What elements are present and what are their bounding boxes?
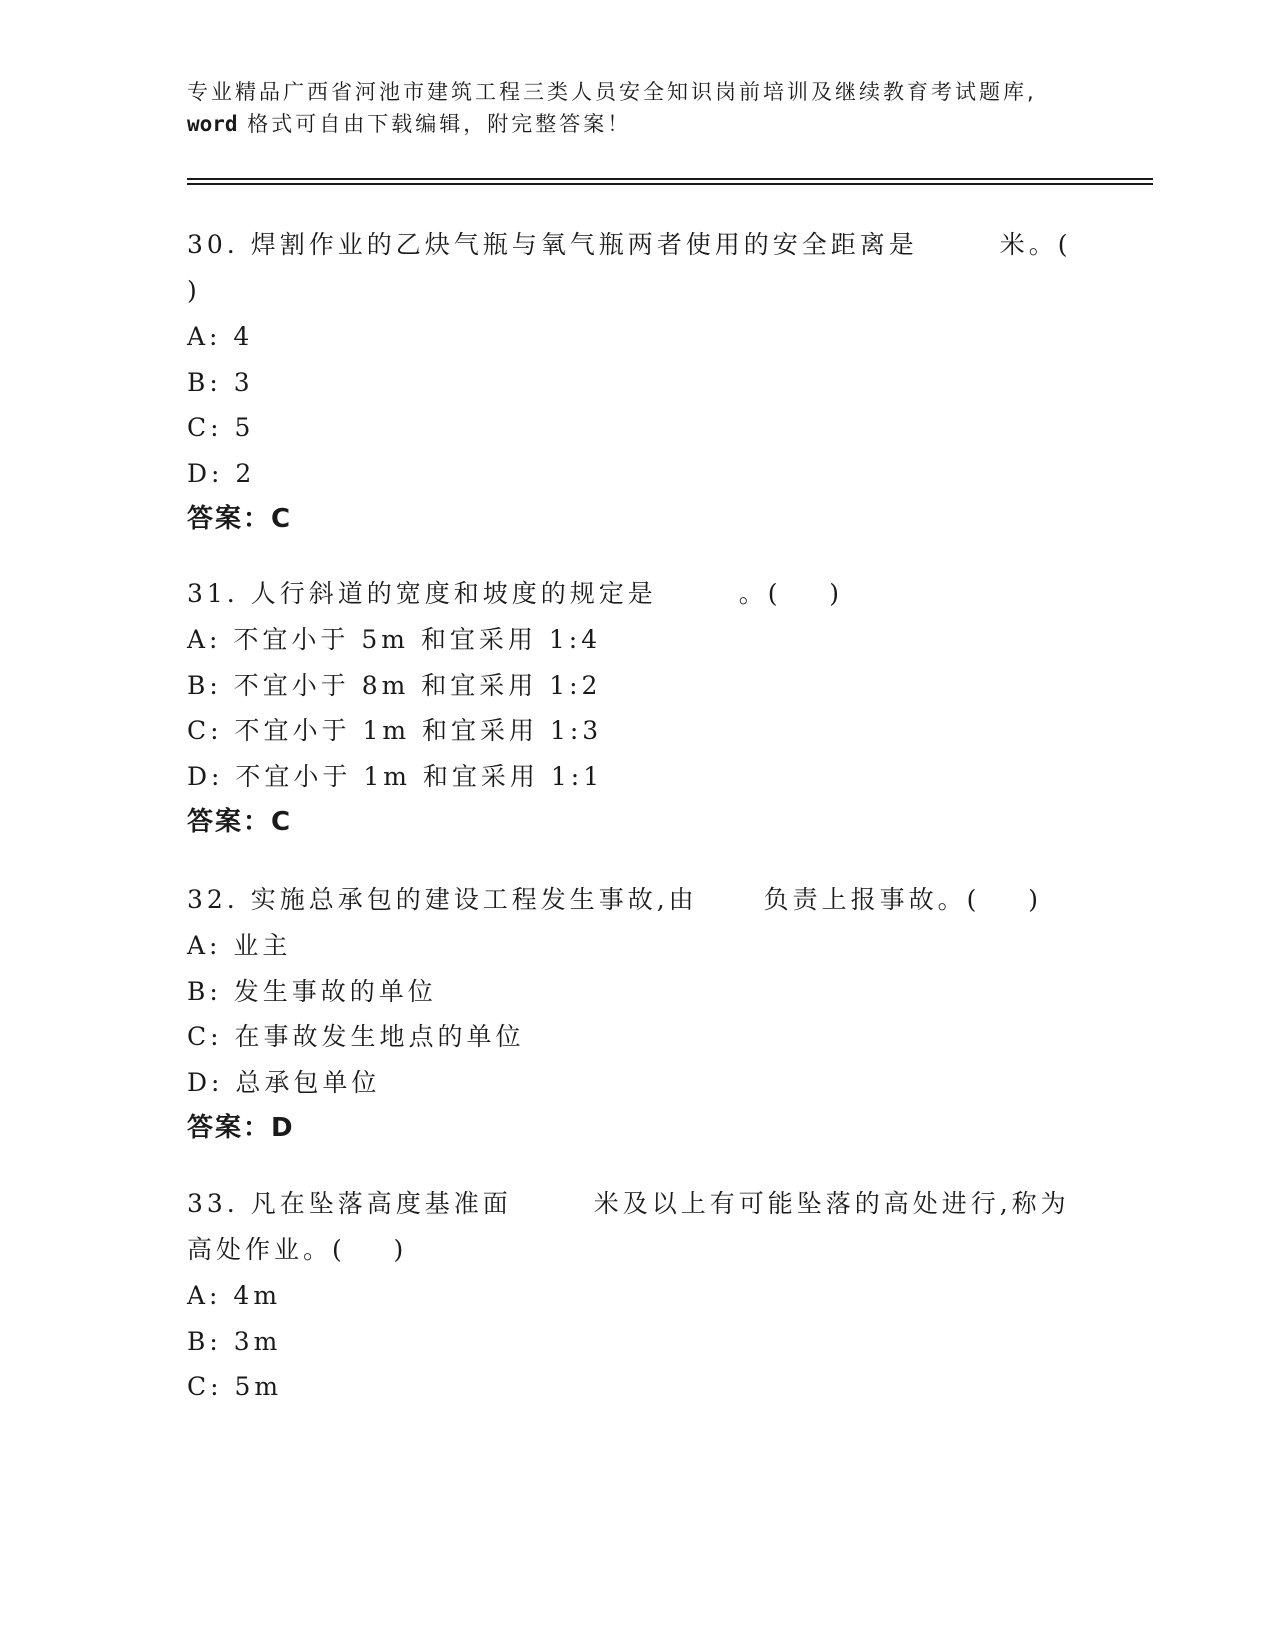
- header-line-1: 专业精品广西省河池市建筑工程三类人员安全知识岗前培训及继续教育考试题库,: [187, 80, 1037, 104]
- question-text: 33. 凡在坠落高度基准面: [187, 1189, 512, 1218]
- question-31: [187, 571, 1087, 845]
- answer-label: 答案：D: [187, 1113, 295, 1143]
- question-stem: [187, 571, 1087, 617]
- question-text-close: 高处作业。( ): [187, 1235, 408, 1264]
- question-stem: [187, 222, 1087, 314]
- option-b: B: 不宜小于 8m 和宜采用 1:2: [187, 670, 602, 700]
- option-a: A: 业主: [187, 931, 292, 960]
- document-header: [187, 76, 1087, 140]
- option-c: C: 在事故发生地点的单位: [187, 1022, 525, 1051]
- option-a: A: 4: [187, 322, 254, 351]
- option-d: D: 总承包单位: [187, 1067, 381, 1097]
- option-b: B: 3m: [187, 1326, 282, 1356]
- header-divider-bottom: [187, 183, 1153, 185]
- question-text: 32. 实施总承包的建设工程发生事故,由: [187, 885, 698, 914]
- question-text-close: ): [187, 276, 201, 305]
- question-text-tail: 负责上报事故。( ): [763, 885, 1042, 914]
- header-divider-top: [187, 178, 1153, 180]
- option-b: B: 发生事故的单位: [187, 976, 437, 1006]
- option-c: C: 不宜小于 1m 和宜采用 1:3: [187, 716, 603, 745]
- answer-label: 答案：C: [187, 807, 293, 837]
- header-word-label: word: [187, 112, 238, 136]
- option-d: D: 不宜小于 1m 和宜采用 1:1: [187, 761, 604, 791]
- option-a: A: 不宜小于 5m 和宜采用 1:4: [187, 625, 602, 654]
- question-text-tail: 米及以上有可能坠落的高处进行,称为: [593, 1189, 1070, 1218]
- option-a: A: 4m: [187, 1281, 282, 1310]
- answer-label: 答案：C: [187, 504, 293, 534]
- question-stem: [187, 1181, 1087, 1273]
- question-33: [187, 1181, 1087, 1410]
- header-line-2: [187, 108, 1087, 140]
- header-line-2-text: 格式可自由下载编辑，附完整答案！: [237, 112, 632, 136]
- option-c: C: 5m: [187, 1372, 283, 1401]
- question-text-tail: 米。(: [999, 230, 1072, 259]
- option-c: C: 5: [187, 413, 255, 442]
- question-text: 30. 焊割作业的乙炔气瓶与氧气瓶两者使用的安全距离是: [187, 230, 918, 259]
- option-b: B: 3: [187, 367, 254, 397]
- question-32: [187, 877, 1087, 1151]
- question-30: [187, 222, 1087, 542]
- option-d: D: 2: [187, 458, 256, 488]
- question-text-tail: 。( ): [738, 579, 844, 608]
- question-stem: [187, 877, 1087, 923]
- question-text: 31. 人行斜道的宽度和坡度的规定是: [187, 579, 657, 608]
